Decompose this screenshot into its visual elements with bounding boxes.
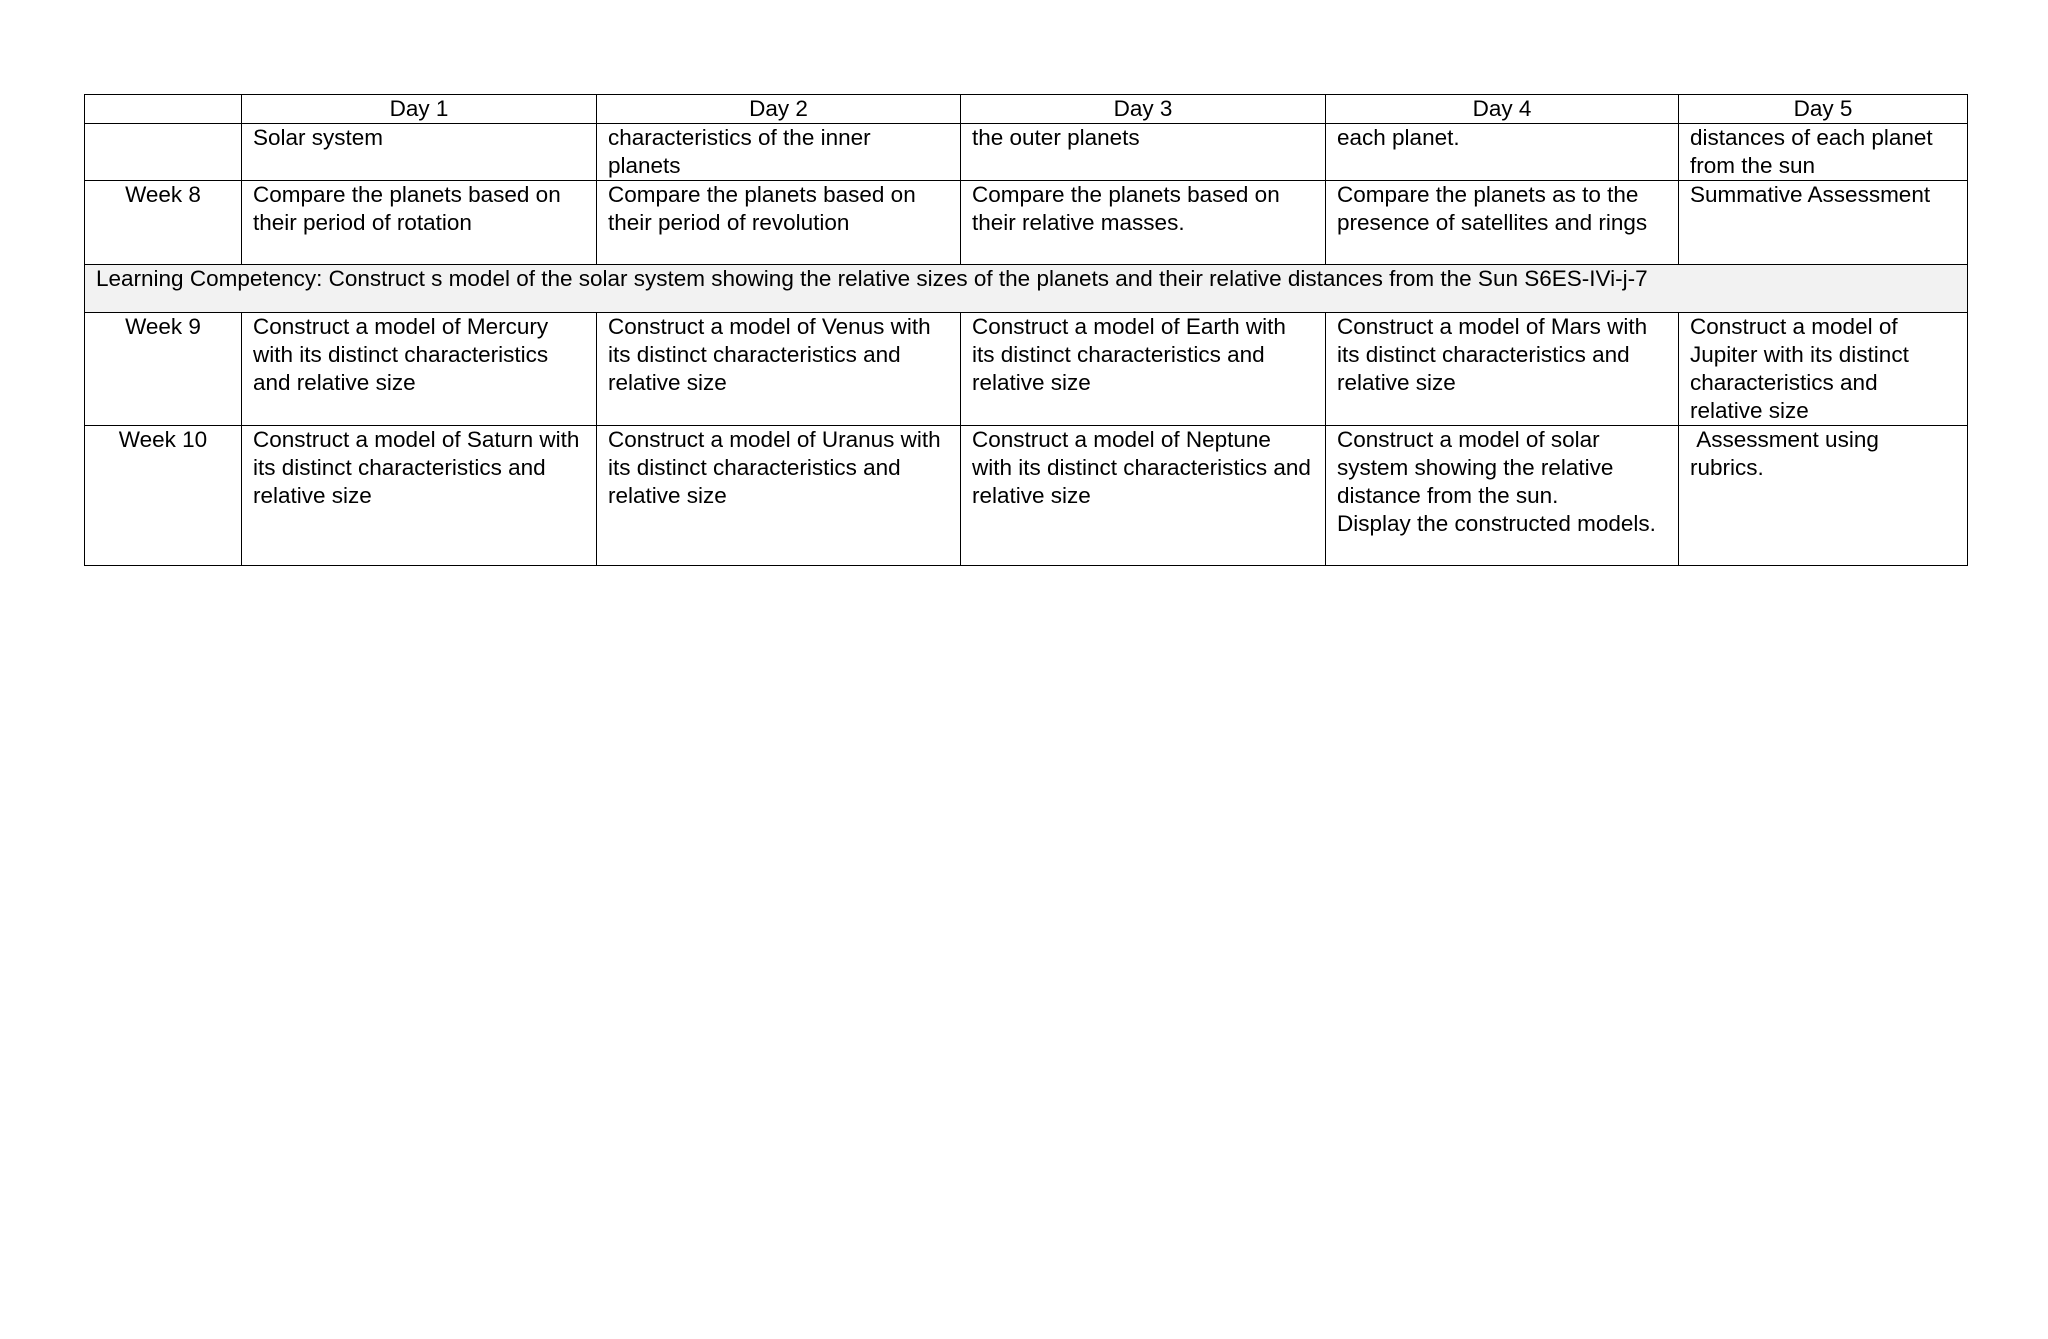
week-label: Week 10 [85,426,242,566]
day-5-cell: distances of each planet from the sun [1679,124,1968,181]
learning-competency-banner: Learning Competency: Construct s model of the solar system showing the relative sizes of the planets and their relative distances from the Sun S6ES-IVi-j-7 [85,265,1968,313]
table-row-week-9 [85,313,1968,426]
day-3-cell: Construct a model of Neptune with its distinct characteristics and relative size [961,426,1326,566]
day-4-cell: each planet. [1326,124,1679,181]
day-5-cell: Assessment using rubrics. [1679,426,1968,566]
header-day-2: Day 2 [597,95,961,124]
day-4-extra-text: Display the constructed models. [1337,511,1656,536]
day-2-cell: Construct a model of Uranus with its distinct characteristics and relative size [597,426,961,566]
table-row-competency [85,265,1968,313]
day-2-cell: Compare the planets based on their period of revolution [597,181,961,265]
week-label [85,124,242,181]
day-5-cell: Construct a model of Jupiter with its distinct characteristics and relative size [1679,313,1968,426]
day-1-cell: Construct a model of Mercury with its distinct characteristics and relative size [242,313,597,426]
header-day-3: Day 3 [961,95,1326,124]
day-1-cell: Solar system [242,124,597,181]
day-3-cell: Compare the planets based on their relative masses. [961,181,1326,265]
day-3-cell: Construct a model of Earth with its distinct characteristics and relative size [961,313,1326,426]
day-4-cell: Construct a model of Mars with its distinct characteristics and relative size [1326,313,1679,426]
header-day-1: Day 1 [242,95,597,124]
header-day-5: Day 5 [1679,95,1968,124]
header-week-cell [85,95,242,124]
table-row-week-10 [85,426,1968,566]
header-day-4: Day 4 [1326,95,1679,124]
week-label: Week 9 [85,313,242,426]
day-1-cell: Construct a model of Saturn with its distinct characteristics and relative size [242,426,597,566]
day-2-cell: characteristics of the inner planets [597,124,961,181]
table-row-week-8 [85,181,1968,265]
day-4-cell: Compare the planets as to the presence of satellites and rings [1326,181,1679,265]
day-2-cell: Construct a model of Venus with its distinct characteristics and relative size [597,313,961,426]
table-row-continuation [85,124,1968,181]
day-5-cell: Summative Assessment [1679,181,1968,265]
table-header-row [85,95,1968,124]
week-label: Week 8 [85,181,242,265]
lesson-plan-table [84,94,1968,566]
day-1-cell: Compare the planets based on their period of rotation [242,181,597,265]
day-3-cell: the outer planets [961,124,1326,181]
day-4-cell [1326,426,1679,566]
day-4-text: Construct a model of solar system showing the relative distance from the sun. [1337,427,1614,508]
